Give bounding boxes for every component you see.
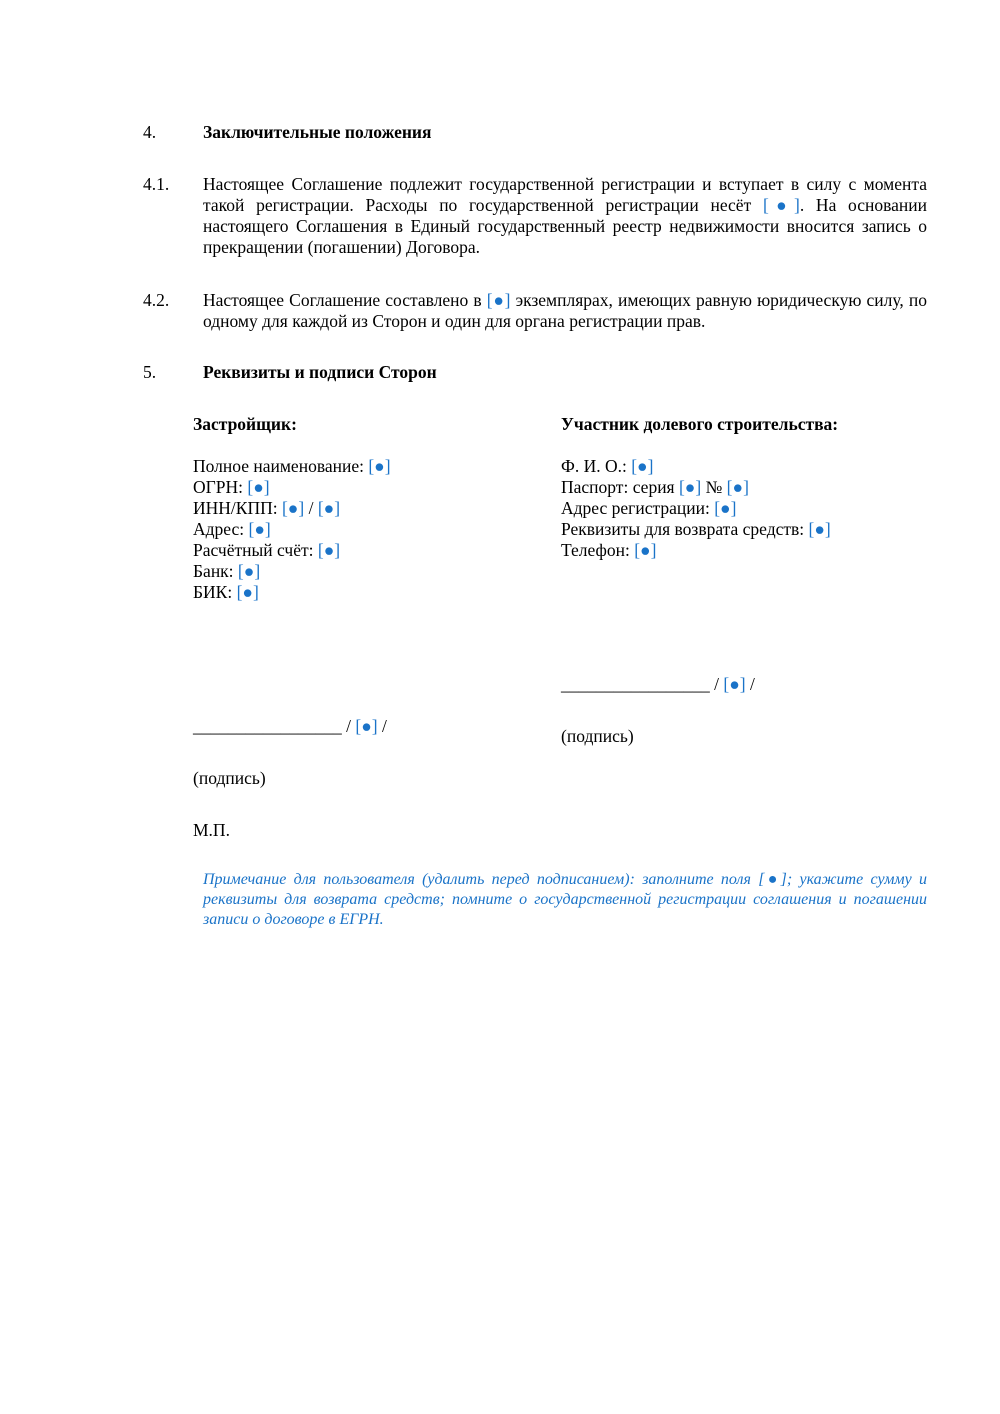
- developer-signature-line: _________________ / [●] /: [193, 716, 387, 736]
- placeholder-field: [●]: [247, 477, 270, 497]
- developer-ogrn-row: ОГРН: [●]: [193, 477, 270, 497]
- clause-4-2-text: Настоящее Соглашение составлено в [●] экземплярах, имеющих равную юридическую силу, по одному для каждой из Сторон и один для органа регистрации прав.: [203, 290, 927, 331]
- placeholder-field: [●]: [714, 498, 737, 518]
- placeholder-field: [●]: [758, 871, 787, 888]
- placeholder-field: [●]: [634, 540, 657, 560]
- developer-stamp-label: М.П.: [193, 820, 230, 840]
- participant-passport-row: Паспорт: серия [●] № [●]: [561, 477, 749, 497]
- developer-name-row: Полное наименование: [●]: [193, 456, 391, 476]
- placeholder-field: [●]: [317, 498, 341, 518]
- participant-column: [561, 414, 838, 561]
- section-4-title: Заключительные положения: [203, 122, 432, 142]
- participant-heading: Участник долевого строительства:: [561, 414, 839, 434]
- placeholder-field: [●]: [368, 456, 391, 476]
- section-5-title: Реквизиты и подписи Сторон: [203, 362, 437, 382]
- developer-signature-caption: (подпись): [193, 768, 266, 788]
- placeholder-field: [●]: [723, 674, 746, 694]
- placeholder-field: [●]: [678, 477, 702, 497]
- placeholder-field: [●]: [631, 456, 654, 476]
- placeholder-field: [●]: [281, 498, 305, 518]
- placeholder-field: [●]: [808, 519, 831, 539]
- clause-4-1-text: Настоящее Соглашение подлежит государственной регистрации и вступает в силу с момента такой регистрации. Расходы по государственной регистрации несёт [●]. На основании настоящего Соглашения в Единый государственный реестр недвижимости вносится запись о прекращении (погашении) Договора.: [203, 174, 928, 257]
- developer-address-row: Адрес: [●]: [193, 519, 271, 539]
- user-note: Примечание для пользователя (удалить перед подписанием): заполните поля [●]; укажите сумму и реквизиты для возврата средств; помните о государственной регистрации соглашения и погашении записи о договоре в ЕГРН.: [203, 871, 927, 928]
- clause-4-2-number: 4.2.: [143, 290, 170, 310]
- participant-fio-row: Ф. И. О.: [●]: [561, 456, 654, 476]
- participant-refund-row: Реквизиты для возврата средств: [●]: [561, 519, 831, 539]
- developer-bik-row: БИК: [●]: [193, 582, 259, 602]
- placeholder-field: [●]: [317, 540, 341, 560]
- section-4-number: 4.: [143, 122, 157, 142]
- developer-account-row: Расчётный счёт: [●]: [193, 540, 341, 560]
- developer-heading: Застройщик:: [193, 414, 297, 434]
- placeholder-field: [●]: [726, 477, 749, 497]
- section-5-number: 5.: [143, 362, 157, 382]
- placeholder-field: [●]: [237, 561, 261, 581]
- placeholder-field: [●]: [355, 716, 378, 736]
- developer-inn-row: ИНН/КПП: [●] / [●]: [193, 498, 341, 518]
- developer-bank-row: Банк: [●]: [193, 561, 261, 581]
- participant-signature-line: _________________ / [●] /: [561, 674, 755, 694]
- developer-column: [193, 414, 391, 603]
- participant-address-row: Адрес регистрации: [●]: [561, 498, 737, 518]
- clause-4-1-number: 4.1.: [143, 174, 170, 194]
- placeholder-field: [●]: [248, 519, 271, 539]
- placeholder-field: [●]: [486, 290, 511, 310]
- placeholder-field: [●]: [236, 582, 259, 602]
- participant-phone-row: Телефон: [●]: [561, 540, 657, 560]
- participant-signature-caption: (подпись): [561, 726, 634, 746]
- placeholder-field: [●]: [762, 195, 800, 215]
